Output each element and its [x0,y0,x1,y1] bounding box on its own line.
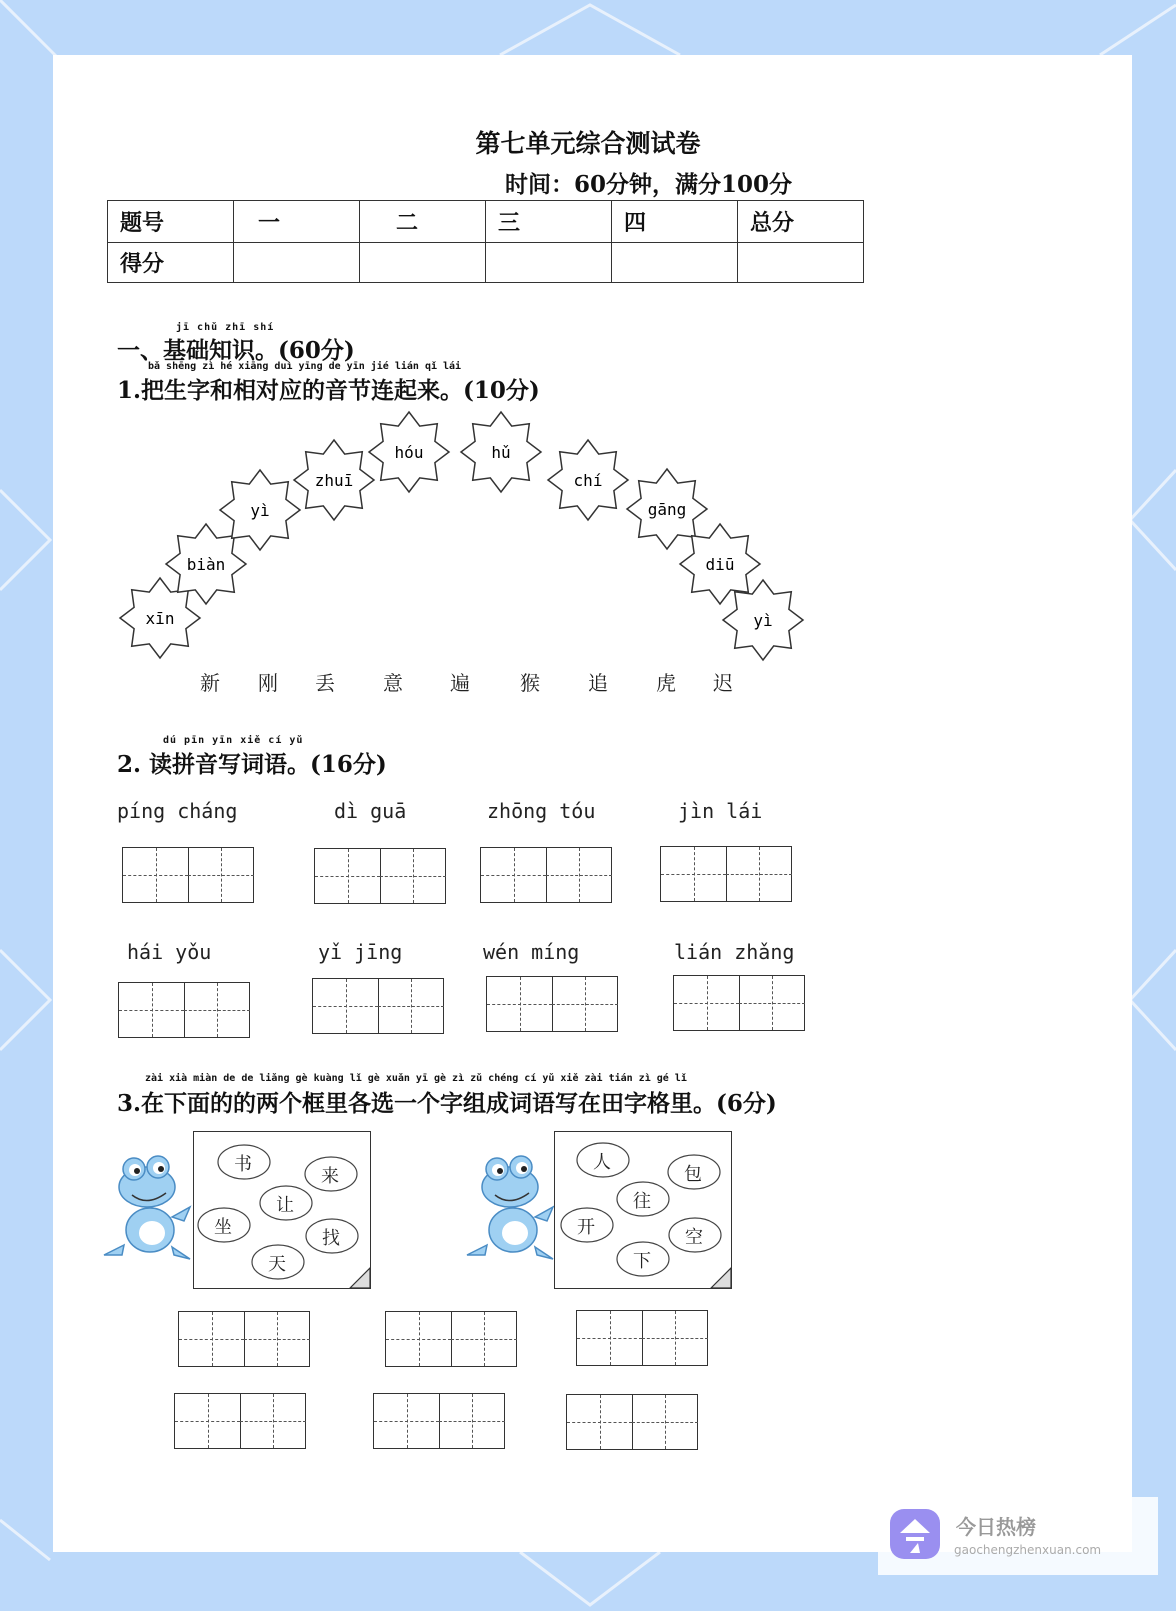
q3-writing-grid[interactable] [566,1394,698,1450]
tianzi-cell[interactable] [313,979,379,1033]
q1-character[interactable]: 追 [588,671,608,695]
part1-pinyin: jī chǔ zhī shí [176,322,275,333]
tianzi-cell[interactable] [378,979,444,1033]
tianzi-cell[interactable] [567,1395,633,1449]
syllable-label[interactable]: hóu [394,443,424,462]
time-info: 时间：60分钟，满分100分 [505,171,793,198]
watermark-url: gaochengzhenxuan.com [954,1543,1102,1557]
syllable-stars [0,0,1176,720]
part1-heading: 一、基础知识。(60分) [117,337,355,364]
tianzi-cell[interactable] [175,1394,241,1448]
q1-character[interactable]: 猴 [520,671,540,695]
q2-writing-grid[interactable] [314,848,446,904]
q2-heading: 2. 读拼音写词语。(16分) [117,751,387,778]
tianzi-cell[interactable] [546,848,612,902]
q2-writing-grid[interactable] [480,847,612,903]
q1-character[interactable]: 刚 [258,671,278,695]
watermark-name: 今日热榜 [956,1515,1036,1539]
tianzi-cell[interactable] [188,848,254,902]
syllable-label[interactable]: xīn [145,609,175,628]
q1-character[interactable]: 遍 [450,671,470,695]
q2-writing-grid[interactable] [122,847,254,903]
box1-char[interactable]: 让 [276,1195,294,1216]
q2-writing-grid[interactable] [486,976,618,1032]
character-box-2 [554,1131,732,1289]
score-header-cell: 题号 [108,201,234,243]
tianzi-cell[interactable] [552,977,618,1031]
syllable-label[interactable]: zhuī [314,471,354,490]
syllable-label[interactable]: chí [573,471,603,490]
watermark [878,1497,1158,1575]
q2-writing-grid[interactable] [673,975,805,1031]
box1-char[interactable]: 找 [322,1228,340,1249]
box2-char[interactable]: 往 [633,1191,651,1212]
q3-writing-grid[interactable] [576,1310,708,1366]
box2-char[interactable]: 下 [633,1251,651,1272]
score-header-cell: 三 [486,201,612,243]
q2-word-pinyin: wén míng [483,940,580,964]
q3-writing-grid[interactable] [385,1311,517,1367]
syllable-label[interactable]: hǔ [491,443,511,462]
q2-writing-grid[interactable] [312,978,444,1034]
box2-char[interactable]: 开 [577,1217,595,1238]
score-header-cell: 一 [234,201,360,243]
tianzi-cell[interactable] [439,1394,505,1448]
tianzi-cell[interactable] [374,1394,440,1448]
q3-pinyin: zài xià miàn de de liǎng gè kuàng lǐ gè xuǎn yī gè zì zǔ chéng cí yǔ xiě zài tián zì gé lǐ [145,1073,687,1084]
q1-character-row [0,667,1176,697]
tianzi-cell[interactable] [642,1311,708,1365]
tianzi-cell[interactable] [739,976,805,1030]
tianzi-cell[interactable] [380,849,446,903]
q2-word-pinyin: lián zhǎng [674,940,795,964]
q2-word-pinyin: yǐ jīng [318,940,403,964]
box2-char[interactable]: 空 [685,1227,703,1248]
character-box-1 [193,1131,371,1289]
q1-heading: 1.把生字和相对应的音节连起来。(10分) [117,377,540,404]
q3-heading: 3.在下面的的两个框里各选一个字组成词语写在田字格里。(6分) [117,1090,777,1117]
tianzi-cell[interactable] [726,847,792,901]
q3-writing-grid[interactable] [174,1393,306,1449]
tianzi-cell[interactable] [179,1312,245,1366]
q1-character[interactable]: 虎 [656,671,676,695]
tianzi-cell[interactable] [123,848,189,902]
tianzi-cell[interactable] [674,976,740,1030]
box1-char[interactable]: 来 [321,1166,339,1187]
tianzi-cell[interactable] [577,1311,643,1365]
q1-character[interactable]: 意 [383,671,403,695]
tianzi-cell[interactable] [632,1395,698,1449]
toutiao-logo-icon [890,1509,940,1559]
paper-title: 第七单元综合测试卷 [475,129,701,158]
q1-character[interactable]: 丢 [315,671,335,695]
score-header-cell: 二 [360,201,486,243]
score-row-label: 得分 [108,243,234,283]
frog-cartoon [102,1155,194,1267]
score-header-cell: 总分 [738,201,864,243]
q1-character[interactable]: 迟 [713,671,733,695]
tianzi-cell[interactable] [119,983,185,1037]
tianzi-cell[interactable] [451,1312,517,1366]
box1-char[interactable]: 坐 [214,1217,232,1238]
tianzi-cell[interactable] [386,1312,452,1366]
box1-char[interactable]: 天 [268,1254,286,1275]
box2-char[interactable]: 包 [684,1164,702,1185]
frog-cartoon [465,1155,557,1267]
syllable-label[interactable]: yì [250,501,270,520]
tianzi-cell[interactable] [487,977,553,1031]
tianzi-cell[interactable] [240,1394,306,1448]
q2-pinyin: dú pīn yīn xiě cí yǔ [163,735,304,746]
q2-word-pinyin: jìn lái [678,799,763,823]
q3-writing-grid[interactable] [373,1393,505,1449]
q3-writing-grid[interactable] [178,1311,310,1367]
q1-pinyin: bǎ shēng zì hé xiāng duì yīng de yīn jié lián qǐ lái [148,361,462,372]
syllable-label[interactable]: diū [705,555,735,574]
q2-word-pinyin: hái yǒu [127,940,212,964]
tianzi-cell[interactable] [184,983,250,1037]
q2-word-pinyin: píng cháng [117,799,238,823]
q1-character[interactable]: 新 [200,671,220,695]
q2-word-pinyin: dì guā [334,799,407,823]
q2-word-pinyin: zhōng tóu [487,799,596,823]
tianzi-cell[interactable] [244,1312,310,1366]
tianzi-cell[interactable] [315,849,381,903]
box2-char[interactable]: 人 [593,1152,611,1173]
q2-writing-grid[interactable] [660,846,792,902]
score-header-cell: 四 [612,201,738,243]
syllable-label[interactable]: biàn [186,555,226,574]
syllable-label[interactable]: gāng [647,500,687,519]
tianzi-cell[interactable] [661,847,727,901]
q2-writing-grid[interactable] [118,982,250,1038]
syllable-label[interactable]: yì [753,611,773,630]
tianzi-cell[interactable] [481,848,547,902]
box1-char[interactable]: 书 [234,1154,252,1175]
